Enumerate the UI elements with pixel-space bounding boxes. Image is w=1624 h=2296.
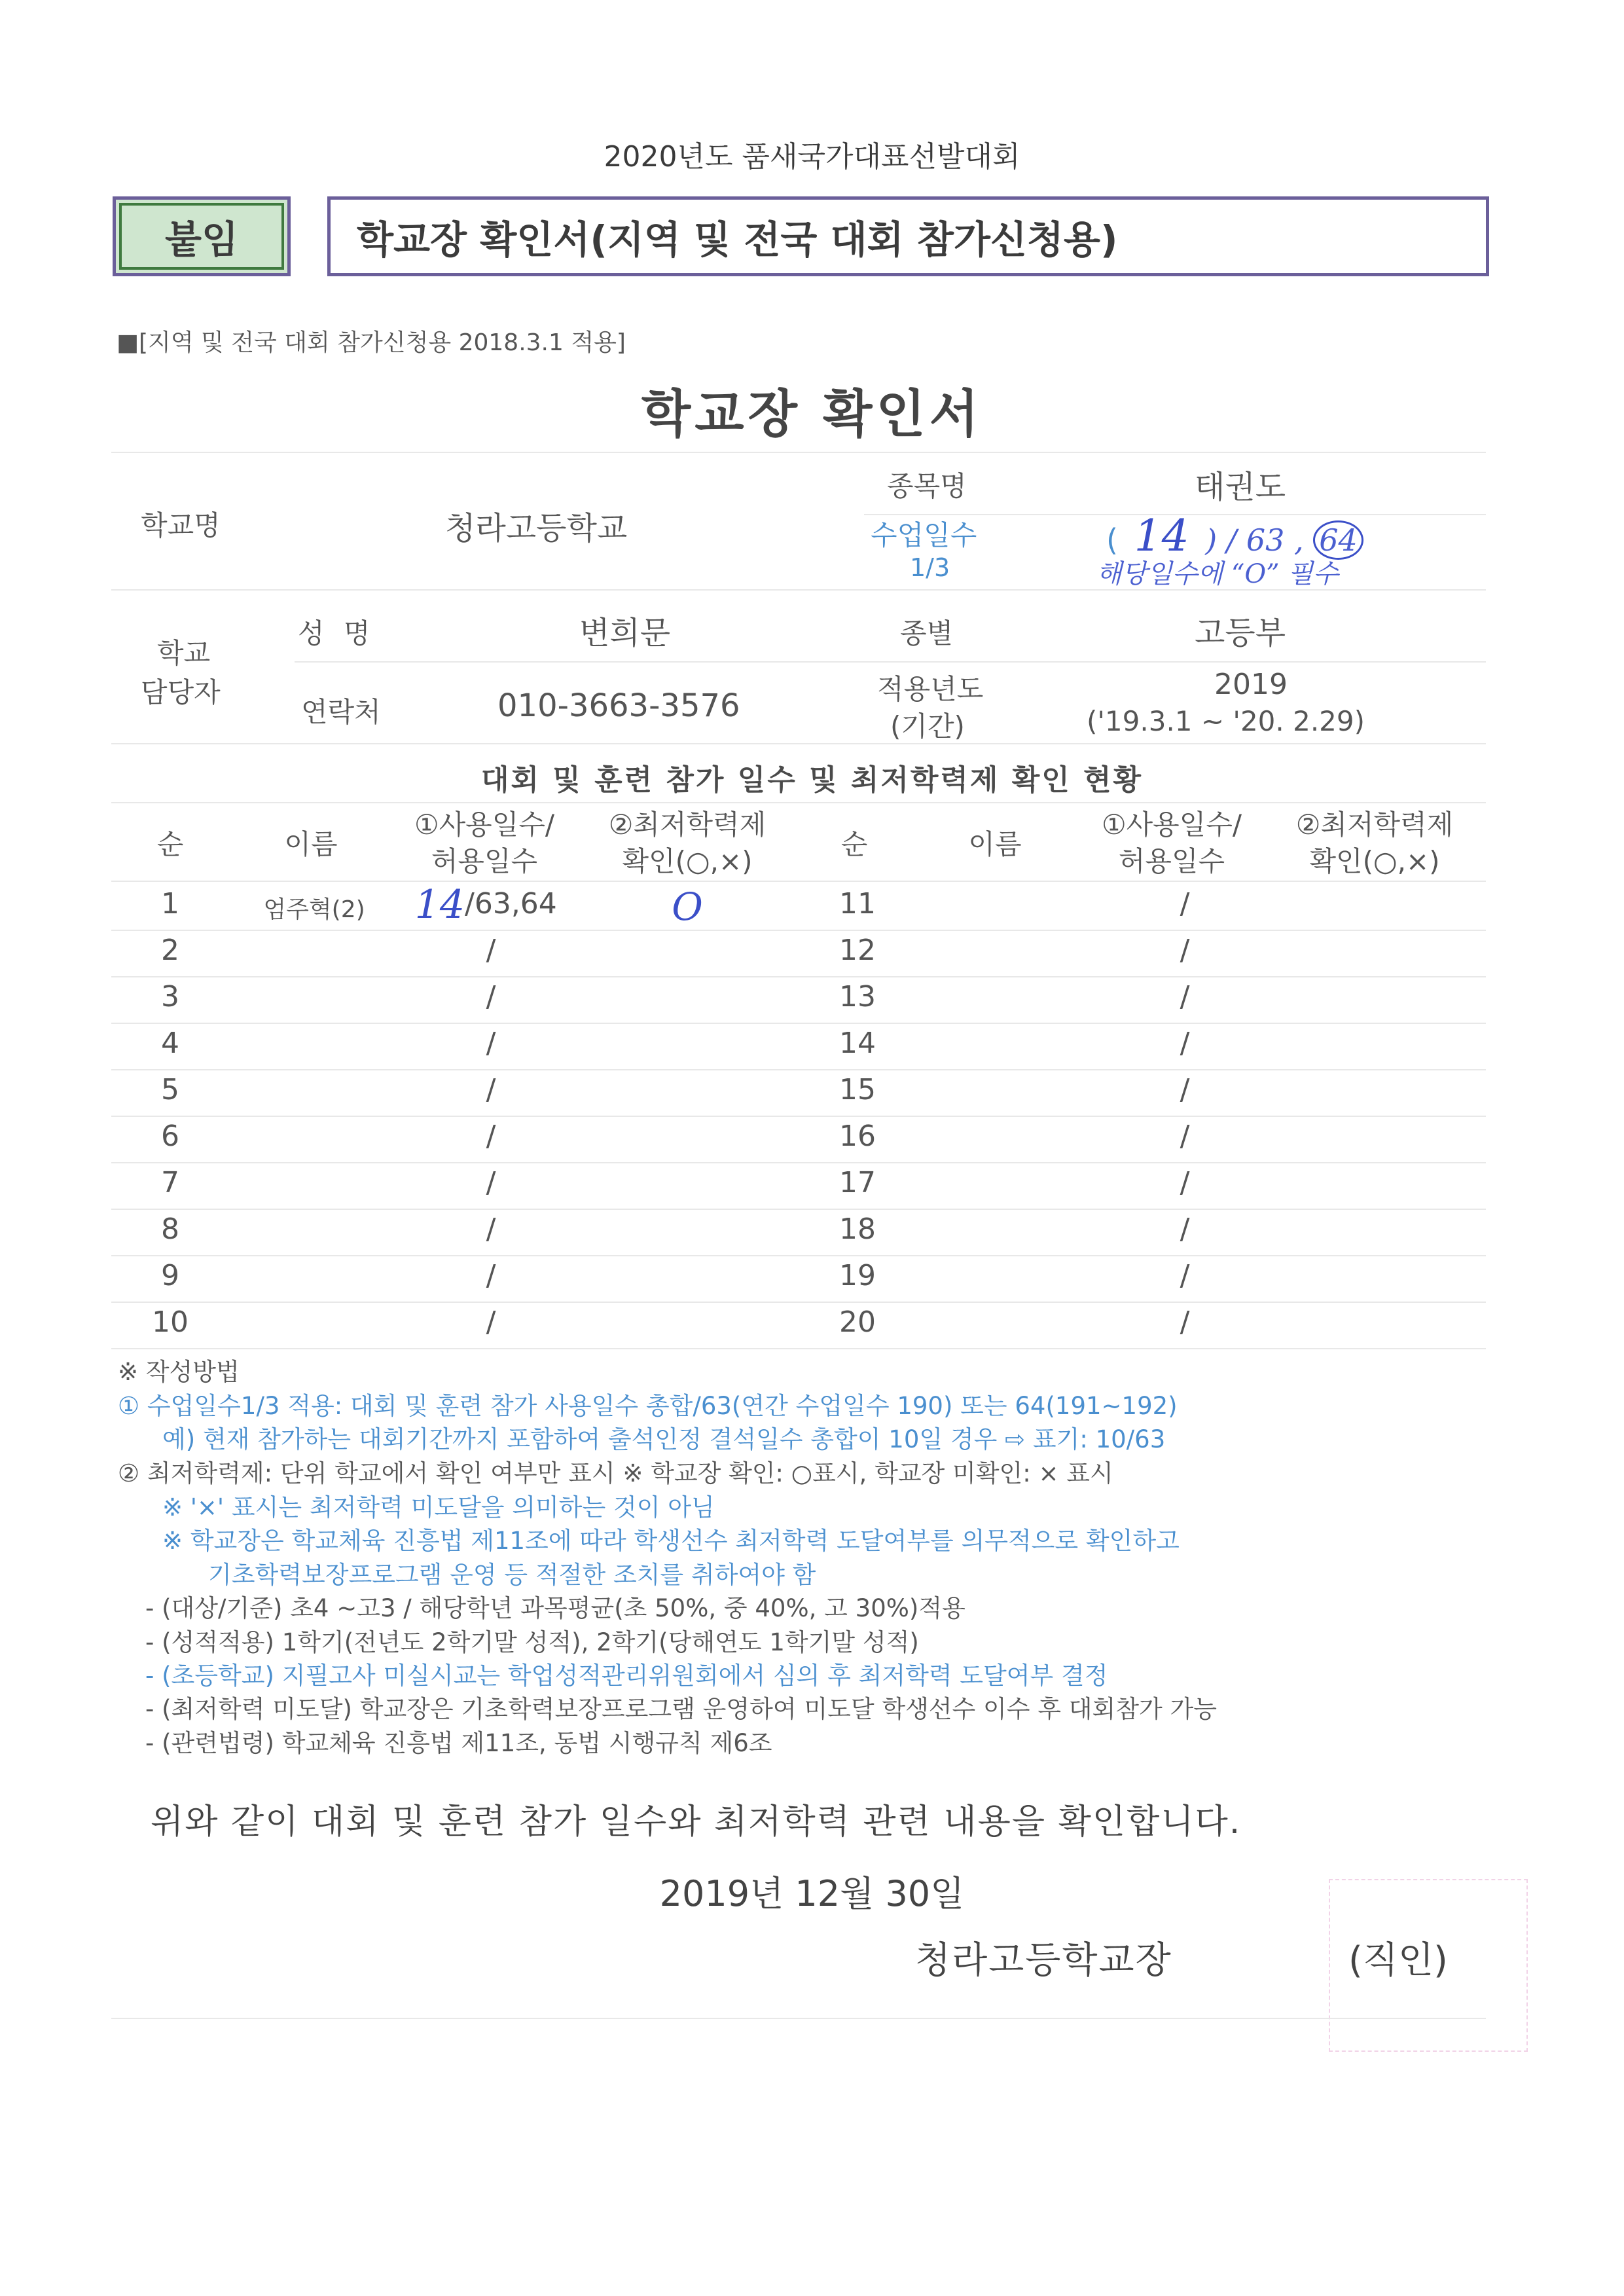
manager-name: 변희문 — [579, 615, 671, 651]
box-title: 학교장 확인서(지역 및 전국 대회 참가신청용) — [327, 196, 1489, 276]
row-no-right: 17 — [839, 1166, 876, 1199]
row-no-right: 13 — [839, 980, 876, 1013]
row-no-right: 20 — [839, 1305, 876, 1339]
row-allowed-right: / — [1180, 1259, 1190, 1292]
row-no: 8 — [161, 1212, 179, 1246]
row-check: O — [672, 884, 703, 929]
category-value: 고등부 — [1195, 615, 1286, 651]
th-no: 순 — [156, 828, 184, 860]
notes-heading: ※ 작성방법 — [118, 1358, 240, 1386]
class-days-fraction: 1/3 — [910, 553, 950, 582]
row-no-right: 11 — [839, 887, 876, 920]
class-days-handwritten: 14 — [1134, 511, 1189, 561]
applied-period: ('19.3.1 ~ '20. 2.29) — [1087, 705, 1365, 737]
th-used-days-right: ①사용일수/ 허용일수 — [1101, 809, 1242, 877]
row-no: 7 — [161, 1166, 179, 1199]
th-min-academic: ②최저학력제 확인(○,×) — [608, 809, 767, 877]
attachment-label: 붙임 — [113, 196, 291, 276]
note-3: ※ '×' 표시는 최저학력 미도달을 의미하는 것이 아님 — [162, 1493, 715, 1522]
row-allowed: / — [486, 1027, 496, 1060]
row-allowed: /63,64 — [465, 887, 557, 920]
row-allowed: / — [486, 1166, 496, 1199]
status-title: 대회 및 훈련 참가 일수 및 최저학력제 확인 현황 — [480, 763, 1144, 797]
row-used: 14 — [414, 882, 465, 928]
note-2: ② 최저학력제: 단위 학교에서 확인 여부만 표시 ※ 학교장 확인: ○표시, 학교장 미확인: × 표시 — [118, 1459, 1113, 1487]
detail-3: - (초등학교) 지필고사 미실시교는 학업성적관리위원회에서 심의 후 최저학력 도달여부 결정 — [145, 1662, 1108, 1690]
sport-value: 태권도 — [1195, 469, 1286, 505]
contact-value: 010-3663-3576 — [497, 687, 740, 724]
row-allowed-right: / — [1180, 1166, 1190, 1199]
row-allowed: / — [486, 1073, 496, 1106]
row-allowed: / — [486, 1305, 496, 1339]
class-days-label: 수업일수 — [871, 519, 977, 551]
row-allowed-right: / — [1180, 980, 1190, 1013]
row-no: 6 — [161, 1120, 179, 1153]
applied-period-label: (기간) — [890, 710, 965, 742]
confirm-text: 위와 같이 대회 및 훈련 참가 일수와 최저학력 관련 내용을 확인합니다. — [151, 1802, 1242, 1842]
school-name-label: 학교명 — [141, 509, 221, 541]
notice-line: ■[지역 및 전국 대회 참가신청용 2018.3.1 적용] — [117, 329, 626, 356]
row-no-right: 15 — [839, 1073, 876, 1106]
row-no: 2 — [161, 934, 179, 967]
row-no-right: 14 — [839, 1027, 876, 1060]
school-name: 청라고등학교 — [445, 510, 628, 547]
sport-label: 종목명 — [887, 470, 967, 502]
main-title: 학교장 확인서 — [641, 385, 983, 444]
detail-5: - (관련법령) 학교체육 진흥법 제11조, 동법 시행규칙 제6조 — [145, 1729, 772, 1757]
event-header: 2020년도 품새국가대표선발대회 — [604, 140, 1020, 173]
row-allowed: / — [486, 1259, 496, 1292]
th-used-days: ①사용일수/ 허용일수 — [414, 809, 555, 877]
row-no: 1 — [161, 887, 179, 920]
class-days-circled: 64 — [1313, 520, 1363, 560]
th-min-academic-right: ②최저학력제 확인(○,×) — [1295, 809, 1454, 877]
row-allowed: / — [486, 980, 496, 1013]
row-no-right: 16 — [839, 1120, 876, 1153]
row-allowed-right: / — [1180, 1027, 1190, 1060]
detail-2: - (성적적용) 1학기(전년도 2학기말 성적), 2학기(당해연도 1학기말 성적) — [145, 1628, 919, 1656]
row-no: 4 — [161, 1027, 179, 1060]
row-no: 10 — [152, 1305, 189, 1339]
row-no: 9 — [161, 1259, 179, 1292]
row-no: 3 — [161, 980, 179, 1013]
row-allowed: / — [486, 1212, 496, 1246]
row-no-right: 18 — [839, 1212, 876, 1246]
manager-label-1: 학교 — [157, 637, 211, 669]
name-label: 성 명 — [298, 617, 376, 649]
row-allowed-right: / — [1180, 1212, 1190, 1246]
row-allowed-right: / — [1180, 1073, 1190, 1106]
note-1a: ① 수업일수1/3 적용: 대회 및 훈련 참가 사용일수 총합/63(연간 수업일수 190) 또는 64(191~192) — [118, 1392, 1178, 1420]
detail-4: - (최저학력 미도달) 학교장은 기초학력보장프로그램 운영하여 미도달 학생선수 이수 후 대회참가 가능 — [145, 1695, 1218, 1723]
applied-year-label: 적용년도 — [877, 673, 984, 705]
note-4a: ※ 학교장은 학교체육 진흥법 제11조에 따라 학생선수 최저학력 도달여부를 의무적으로 확인하고 — [162, 1527, 1180, 1555]
row-no-right: 12 — [839, 934, 876, 967]
note-1b: 예) 현재 참가하는 대회기간까지 포함하여 출석인정 결석일수 총합이 10일 경우 ⇨ 표기: 10/63 — [162, 1425, 1166, 1453]
row-allowed-right: / — [1180, 1120, 1190, 1153]
th-name: 이름 — [284, 828, 338, 860]
row-no-right: 19 — [839, 1259, 876, 1292]
class-days-note: 해당일수에 “O” 필수 — [1096, 559, 1339, 589]
row-allowed-right: / — [1180, 887, 1190, 920]
th-no-right: 순 — [840, 828, 868, 860]
seal-label: (직인) — [1348, 1939, 1448, 1982]
manager-label-2: 담당자 — [141, 676, 221, 708]
row-no: 5 — [161, 1073, 179, 1106]
issue-date: 2019년 12월 30일 — [659, 1873, 965, 1914]
category-label: 종별 — [900, 617, 954, 649]
row-allowed-right: / — [1180, 1305, 1190, 1339]
principal-name: 청라고등학교장 — [915, 1939, 1172, 1982]
class-days-value: ( 14 ) / 63 , 64 — [1106, 511, 1363, 561]
row-name: 엄주혁(2) — [263, 896, 365, 923]
contact-label: 연락처 — [301, 696, 381, 728]
row-allowed-right: / — [1180, 934, 1190, 967]
applied-year: 2019 — [1214, 668, 1288, 701]
th-name-right: 이름 — [968, 828, 1022, 860]
row-allowed: / — [486, 1120, 496, 1153]
detail-1: - (대상/기준) 초4 ~고3 / 해당학년 과목평균(초 50%, 중 40%, 고 30%)적용 — [145, 1594, 965, 1622]
note-4b: 기초학력보장프로그램 운영 등 적절한 조치를 취하여야 함 — [208, 1561, 816, 1589]
row-allowed: / — [486, 934, 496, 967]
